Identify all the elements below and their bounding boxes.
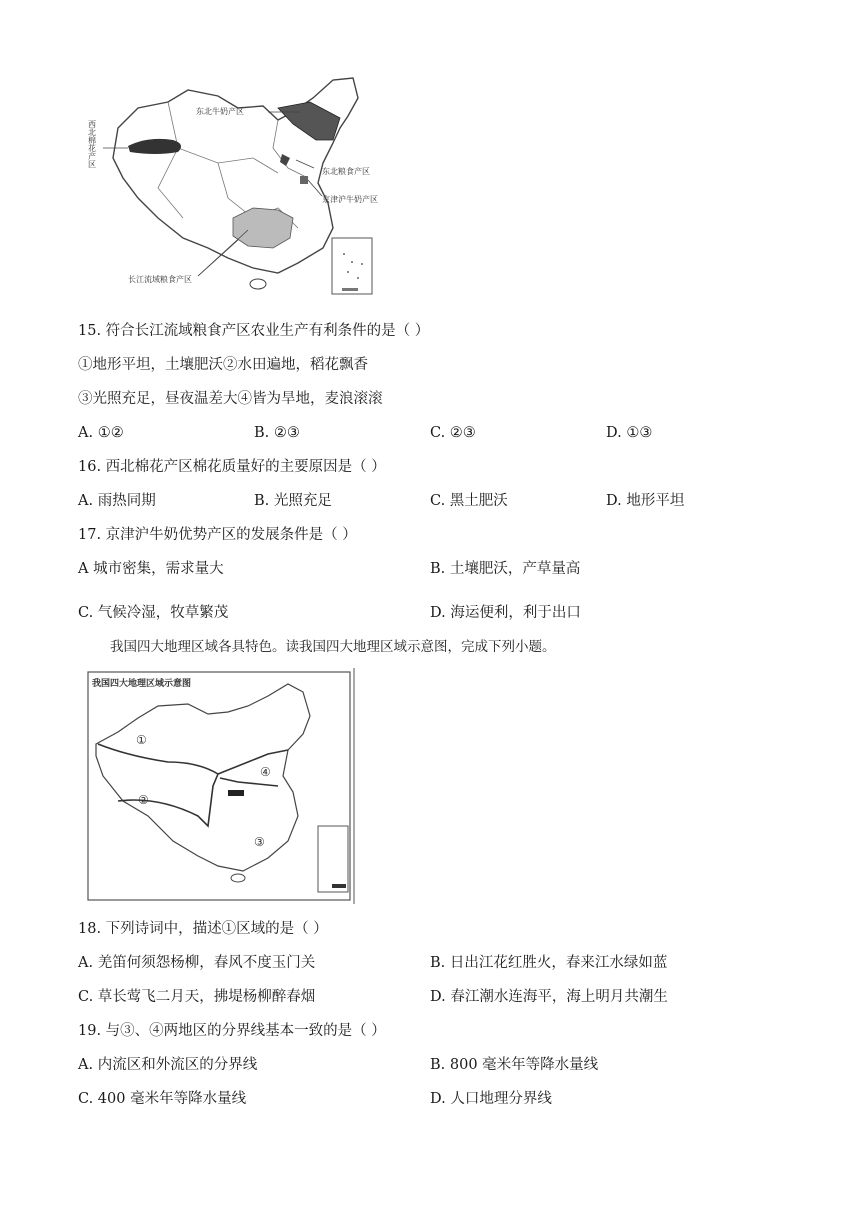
q17-option-b[interactable]: B. 土壤肥沃，产草量高 [430, 561, 581, 577]
q16-option-c[interactable]: C. 黑土肥沃 [430, 493, 508, 509]
south-sea-inset [332, 238, 372, 294]
region-1-marker: ① [136, 733, 147, 747]
q16-stem: 16. 西北棉花产区棉花质量好的主要原因是（ ） [78, 459, 386, 475]
q17-option-d[interactable]: D. 海运便利，利于出口 [430, 605, 581, 621]
q19-option-b[interactable]: B. 800 毫米年等降水量线 [430, 1057, 599, 1073]
q17-option-a[interactable]: A 城市密集，需求量大 [78, 561, 224, 577]
q19-option-a[interactable]: A. 内流区和外流区的分界线 [78, 1057, 258, 1073]
region-2-marker: ② [138, 793, 149, 807]
q18-stem: 18. 下列诗词中，描述①区域的是（ ） [78, 921, 328, 937]
label-jingjinhu-milk: 京津沪牛奶产区 [322, 195, 378, 204]
south-sea-inset-2 [318, 826, 348, 892]
jingjinhu-milk-zone [300, 176, 308, 184]
q18-option-c[interactable]: C. 草长莺飞二月天，拂堤杨柳醉春烟 [78, 989, 316, 1005]
northwest-cotton-zone [128, 139, 181, 154]
northeast-milk-zone [278, 102, 340, 140]
q16-option-d[interactable]: D. 地形平坦 [606, 493, 685, 509]
q15-option-b[interactable]: B. ②③ [254, 425, 300, 441]
boundary-qinling-huaihe [220, 778, 278, 786]
label-northwest-cotton: 西北棉花产区 [87, 120, 97, 168]
label-northeast-milk: 东北牛奶产区 [196, 107, 244, 116]
q18-option-d[interactable]: D. 春江潮水连海平，海上明月共潮生 [430, 989, 668, 1005]
q19-option-d[interactable]: D. 人口地理分界线 [430, 1091, 552, 1107]
four-regions-map-svg [78, 666, 356, 906]
northeast-grain-zone [280, 154, 290, 166]
q15-option-c[interactable]: C. ②③ [430, 425, 476, 441]
label-yangtze-grain: 长江流域粮食产区 [128, 275, 192, 284]
agriculture-zone-map-svg [78, 68, 396, 304]
map2-title: 我国四大地理区域示意图 [92, 679, 192, 689]
passage-intro: 我国四大地理区域各具特色。读我国四大地理区域示意图，完成下列小题。 [110, 639, 556, 655]
q16-option-b[interactable]: B. 光照充足 [254, 493, 332, 509]
q17-option-c[interactable]: C. 气候冷湿，牧草繁茂 [78, 605, 229, 621]
q19-option-c[interactable]: C. 400 毫米年等降水量线 [78, 1091, 247, 1107]
q15-statements-2: ③光照充足，昼夜温差大④皆为旱地，麦浪滚滚 [78, 391, 383, 407]
q15-option-d[interactable]: D. ①③ [606, 425, 653, 441]
q15-statements-1: ①地形平坦，土壤肥沃②水田遍地，稻花飘香 [78, 357, 368, 373]
agriculture-zone-map [78, 68, 396, 304]
yangtze-grain-zone [233, 208, 293, 248]
q19-stem: 19. 与③、④两地区的分界线基本一致的是（ ） [78, 1023, 386, 1039]
boundary-qinghai-tibet [118, 774, 218, 826]
q17-stem: 17. 京津沪牛奶优势产区的发展条件是（ ） [78, 527, 357, 543]
china-outline-2 [96, 684, 310, 871]
four-regions-map [78, 666, 356, 906]
q16-option-a[interactable]: A. 雨热同期 [78, 493, 156, 509]
region-3-marker: ③ [254, 835, 265, 849]
q18-option-b[interactable]: B. 日出江花红胜火，春来江水绿如蓝 [430, 955, 668, 971]
q15-stem: 15. 符合长江流域粮食产区农业生产有利条件的是（ ） [78, 323, 430, 339]
q15-option-a[interactable]: A. ①② [78, 425, 124, 441]
q18-option-a[interactable]: A. 羌笛何须怨杨柳，春风不度玉门关 [78, 955, 316, 971]
region-4-marker: ④ [260, 765, 271, 779]
label-northeast-grain: 东北粮食产区 [322, 167, 370, 176]
